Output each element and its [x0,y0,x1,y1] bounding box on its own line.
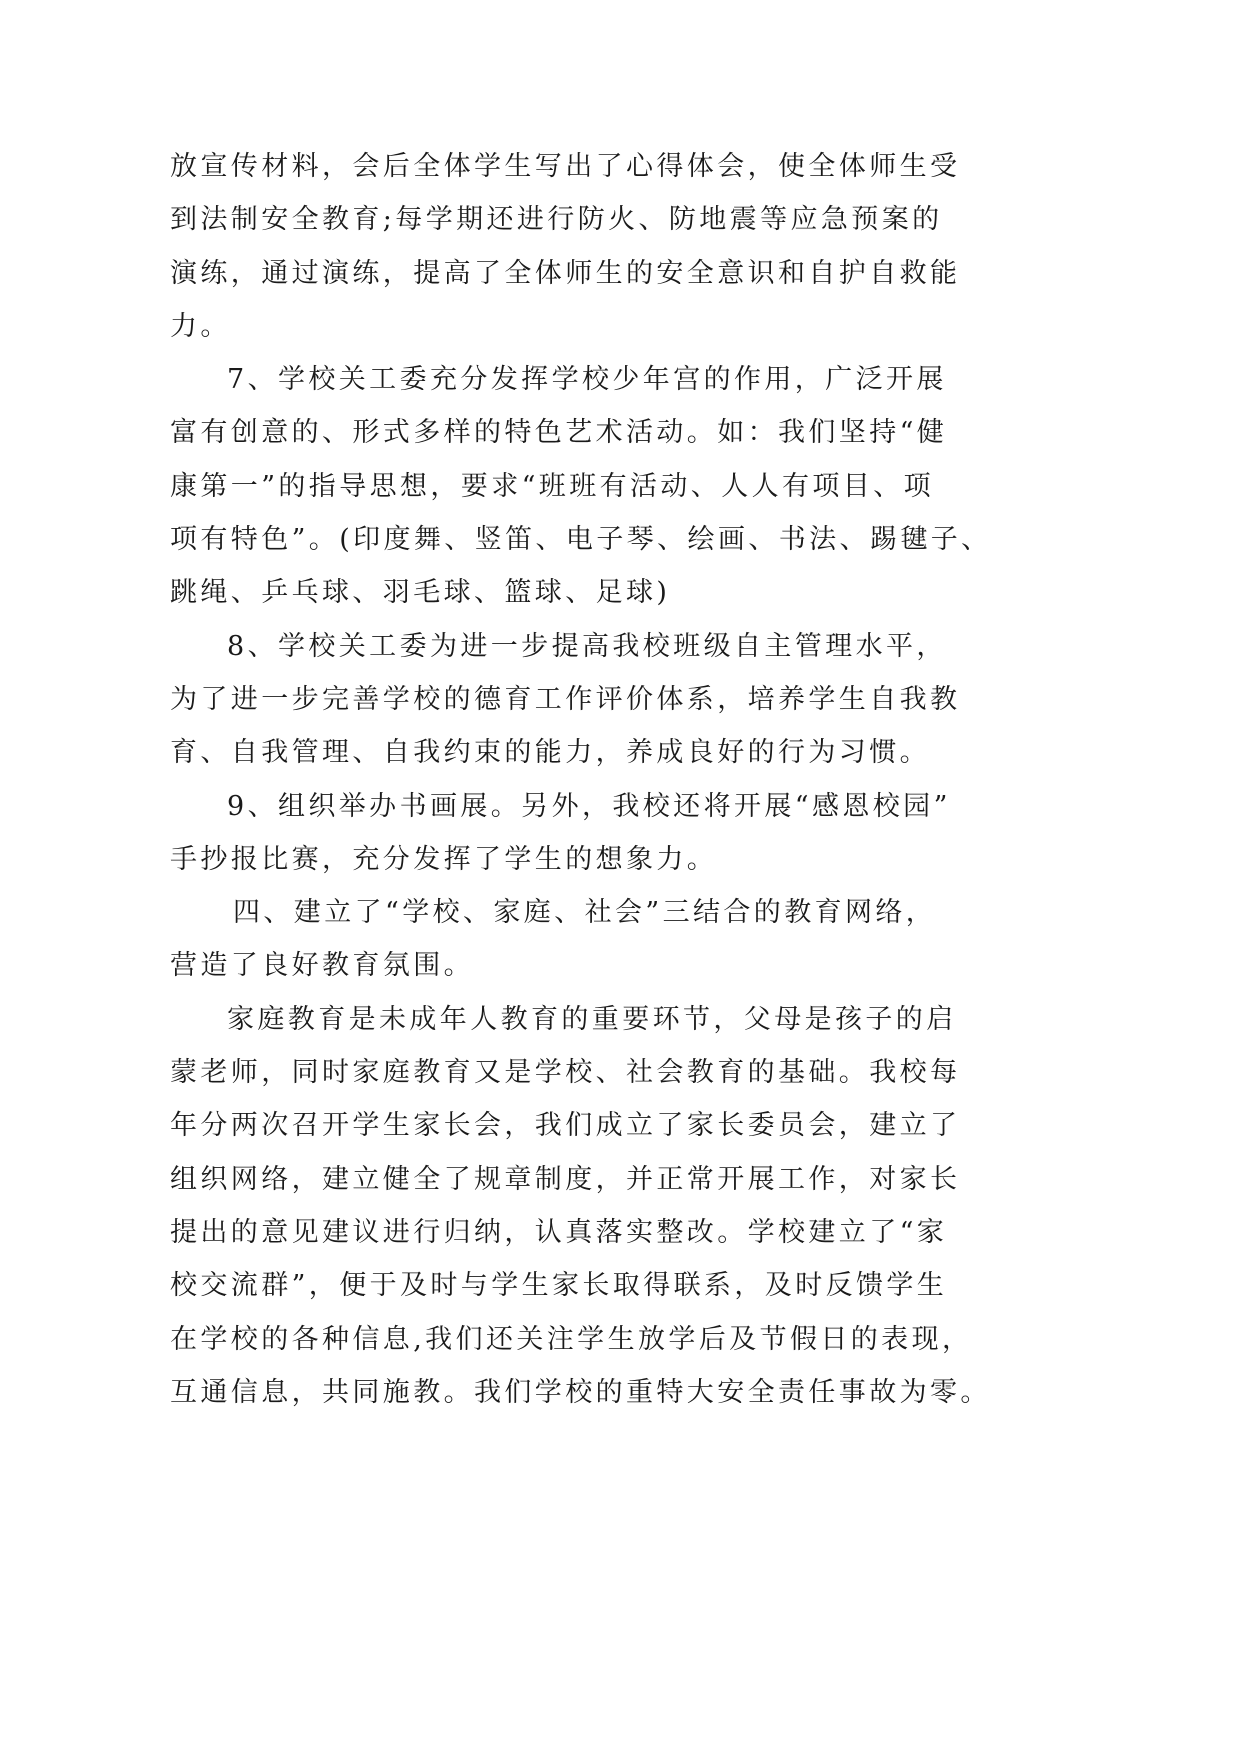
text-line: 到法制安全教育;每学期还进行防火、防地震等应急预案的 [170,204,943,236]
paragraph-item-9-start: 9、组织举办书画展。另外，我校还将开展“感恩校园” [227,790,951,822]
text-line: 跳绳、乒乓球、羽毛球、篮球、足球) [170,577,671,609]
text-line: 康第一”的指导思想，要求“班班有活动、人人有项目、项 [170,470,935,502]
text-line: 组织网络，建立健全了规章制度，并正常开展工作，对家长 [170,1163,961,1195]
text-line: 年分两次召开学生家长会，我们成立了家长委员会，建立了 [170,1110,961,1142]
text-line: 蒙老师，同时家庭教育又是学校、社会教育的基础。我校每 [170,1057,961,1089]
text-line: 演练，通过演练，提高了全体师生的安全意识和自护自救能 [170,257,961,289]
text-line: 项有特色”。(印度舞、竖笛、电子琴、绘画、书法、踢毽子、 [170,524,992,556]
paragraph-item-8-start: 8、学校关工委为进一步提高我校班级自主管理水平， [227,630,947,662]
body-text [170,140,992,1419]
text-line: 放宣传材料，会后全体学生写出了心得体会，使全体师生受 [170,151,961,182]
text-line: 富有创意的、形式多样的特色艺术活动。如：我们坚持“健 [170,417,948,449]
text-line: 提出的意见建议进行归纳，认真落实整改。学校建立了“家 [170,1216,948,1248]
text-line: 力。 [170,310,231,342]
text-line: 营造了良好教育氛围。 [170,950,474,982]
text-line: 互通信息，共同施教。我们学校的重特大安全责任事故为零。 [170,1376,991,1408]
text-line: 手抄报比赛，充分发挥了学生的想象力。 [170,843,718,875]
text-line: 育、自我管理、自我约束的能力，养成良好的行为习惯。 [170,737,930,769]
section-heading-4: 四、建立了“学校、家庭、社会”三结合的教育网络， [233,897,937,929]
text-line: 为了进一步完善学校的德育工作评价体系，培养学生自我教 [170,683,961,715]
text-line: 在学校的各种信息,我们还关注学生放学后及节假日的表现， [170,1323,973,1355]
paragraph-item-7-start: 7、学校关工委充分发挥学校少年宫的作用，广泛开展 [227,364,947,396]
text-line: 校交流群”，便于及时与学生家长取得联系，及时反馈学生 [170,1270,948,1302]
paragraph-family-education-start: 家庭教育是未成年人教育的重要环节，父母是孩子的启 [227,1003,957,1035]
